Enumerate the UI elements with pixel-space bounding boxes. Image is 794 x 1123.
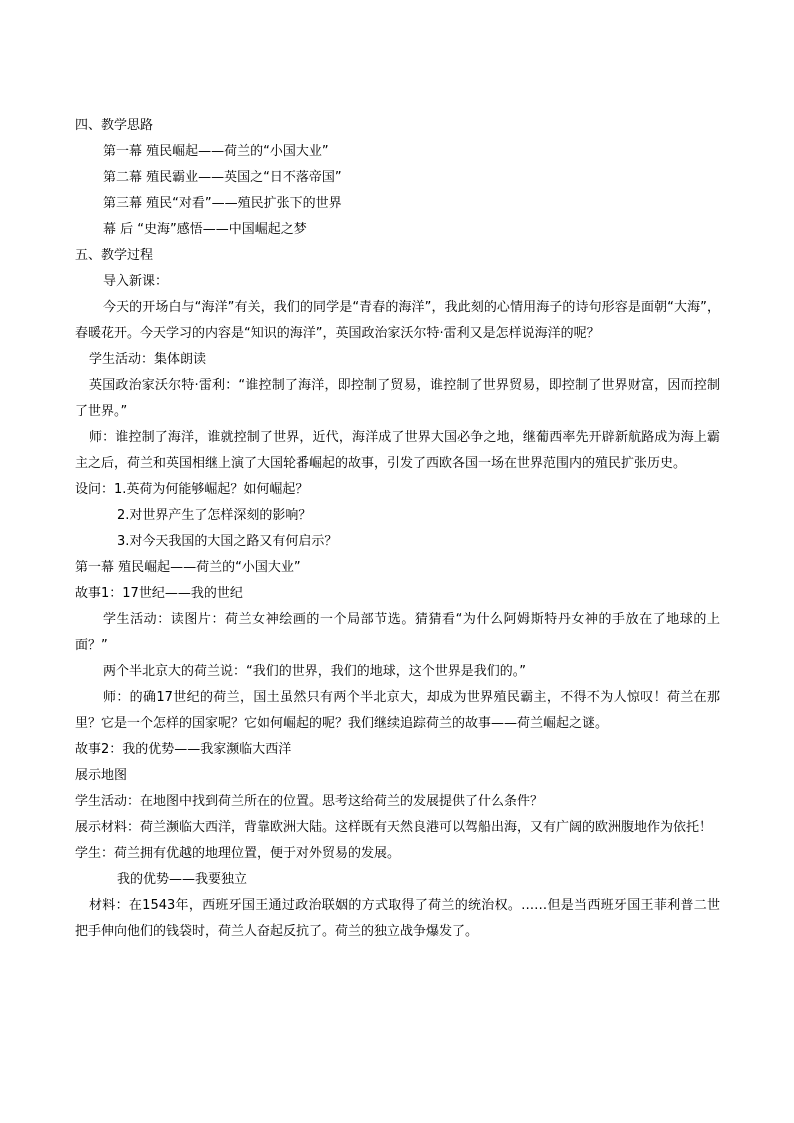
section-4-heading: 四、教学思路 (75, 118, 154, 133)
intro-paragraph: 今天的开场白与“海洋”有关，我们的同学是“青春的海洋”，我此刻的心情用海子的诗句形容是面朝“大海”，春暖花开。今天学习的内容是“知识的海洋”，英国政治家沃尔特·雷利又是怎样说海洋的呢？ (75, 300, 720, 341)
quote-paragraph: 英国政治家沃尔特·雷利：“谁控制了海洋，即控制了贸易，谁控制了世界贸易，即控制了世界财富，因而控制了世界。” (75, 378, 720, 419)
student-activity-picture: 学生活动：读图片：荷兰女神绘画的一个局部节选。猜猜看“为什么阿姆斯特丹女神的手放在了地球的上面？” (75, 612, 720, 653)
teacher-paragraph-2: 师：的确17世纪的荷兰，国土虽然只有两个半北京大，却成为世界殖民霸主，不得不为人惊叹！荷兰在那里？它是一个怎样的国家呢？它如何崛起的呢？我们继续追踪荷兰的故事——荷兰崛起之谜。 (75, 690, 720, 731)
intro-label: 导入新课： (103, 274, 169, 289)
story-2-heading: 故事2：我的优势——我家濒临大西洋 (75, 742, 292, 757)
material-paragraph-2: 材料：在1543年，西班牙国王通过政治联姻的方式取得了荷兰的统治权。……但是当西班牙国王菲利普二世把手伸向他们的钱袋时，荷兰人奋起反抗了。荷兰的独立战争爆发了。 (75, 898, 720, 939)
student-answer: 学生：荷兰拥有优越的地理位置，便于对外贸易的发展。 (75, 846, 401, 861)
outline-item-2: 第二幕 殖民霸业——英国之“日不落帝国” (103, 170, 342, 185)
show-map-label: 展示地图 (75, 768, 128, 783)
section-5-heading: 五、教学过程 (75, 248, 154, 263)
act-1-heading: 第一幕 殖民崛起——荷兰的“小国大业” (75, 560, 301, 575)
dutch-quote: 两个半北京大的荷兰说：“我们的世界，我们的地球，这个世界是我们的。” (103, 664, 526, 679)
teacher-paragraph-1: 师：谁控制了海洋，谁就控制了世界，近代，海洋成了世界大国必争之地，继葡西率先开辟新航路成为海上霸主之后，荷兰和英国相继上演了大国轮番崛起的故事，引发了西欧各国一场在世界范围内的殖民扩张历史。 (75, 430, 720, 471)
student-activity-reading: 学生活动：集体朗读 (89, 352, 207, 367)
material-paragraph-1: 展示材料：荷兰濒临大西洋，背靠欧洲大陆。这样既有天然良港可以驾船出海，又有广阔的欧洲腹地作为依托！ (75, 820, 713, 835)
document-body (75, 113, 720, 945)
outline-item-1: 第一幕 殖民崛起——荷兰的“小国大业” (103, 144, 329, 159)
student-activity-map: 学生活动：在地图中找到荷兰所在的位置。思考这给荷兰的发展提供了什么条件？ (75, 794, 544, 809)
outline-item-4: 幕 后 “史海”感悟——中国崛起之梦 (103, 222, 307, 237)
advantage-heading: 我的优势——我要独立 (117, 872, 248, 887)
outline-item-3: 第三幕 殖民“对看”——殖民扩张下的世界 (103, 196, 342, 211)
story-1-heading: 故事1：17世纪——我的世纪 (75, 586, 243, 601)
question-2: 2.对世界产生了怎样深刻的影响？ (117, 508, 312, 523)
question-3: 3.对今天我国的大国之路又有何启示？ (117, 534, 338, 549)
question-1: 设问：1.英荷为何能够崛起？如何崛起？ (75, 482, 309, 497)
